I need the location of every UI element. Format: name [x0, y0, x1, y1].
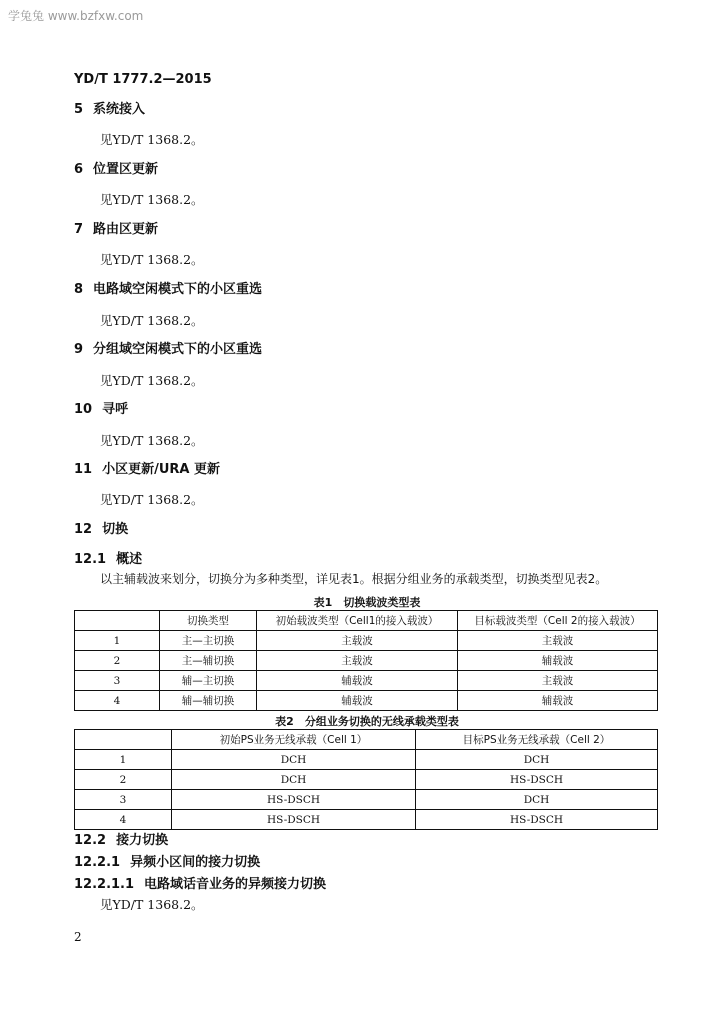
table1: [74, 610, 658, 711]
table1-title: 表1 切换载波类型表: [313, 596, 421, 609]
section-title: 电路域话音业务的异频接力切换: [144, 877, 327, 892]
table-cell: 4: [75, 810, 172, 830]
watermark: 学兔兔 www.bzfxw.com: [8, 9, 144, 23]
table-row: [75, 770, 658, 790]
table-cell: 辅载波: [458, 651, 658, 671]
table-cell: 主载波: [458, 631, 658, 651]
section-number: 8: [74, 282, 84, 297]
section-number: 11: [74, 462, 93, 477]
table-cell: 主—主切换: [160, 631, 257, 651]
table-cell: HS-DSCH: [172, 790, 416, 810]
table-cell: 2: [75, 651, 160, 671]
section-number: 12.2.1.1: [74, 877, 135, 892]
table-cell: 1: [75, 750, 172, 770]
table-header-cell: [75, 611, 160, 631]
section-title: 切换: [102, 522, 129, 537]
table-row: [75, 631, 658, 651]
table-cell: 4: [75, 691, 160, 711]
section-reference: 见YD/T 1368.2。: [100, 313, 204, 328]
table-cell: 辅载波: [257, 671, 458, 691]
overview-paragraph: 以主辅载波来划分，切换分为多种类型，详见表1。根据分组业务的承载类型，切换类型见表2。: [100, 572, 608, 586]
table-header-row: [75, 730, 658, 750]
section-number: 5: [74, 102, 84, 117]
table-row: [75, 651, 658, 671]
section-reference: 见YD/T 1368.2。: [100, 897, 204, 912]
section-heading: [74, 458, 220, 477]
section-title: 分组域空闲模式下的小区重选: [93, 342, 263, 357]
section-reference: 见YD/T 1368.2。: [100, 192, 204, 207]
section-heading: [74, 98, 145, 117]
subsection-heading: [74, 829, 168, 848]
table-row: [75, 691, 658, 711]
table-cell: 辅载波: [257, 691, 458, 711]
document-code: YD/T 1777.2—2015: [74, 72, 212, 87]
section-title: 接力切换: [116, 833, 169, 848]
section-number: 12.2.1: [74, 855, 121, 870]
table-header-cell: [75, 730, 172, 750]
table-header-cell: 切换类型: [160, 611, 257, 631]
table-cell: 1: [75, 631, 160, 651]
section-number: 10: [74, 402, 93, 417]
table-header-cell: 初始载波类型（Cell1的接入载波）: [257, 611, 458, 631]
section-title: 电路域空闲模式下的小区重选: [93, 282, 263, 297]
table-row: [75, 671, 658, 691]
table-header-cell: 目标载波类型（Cell 2的接入载波）: [458, 611, 658, 631]
table-cell: DCH: [172, 750, 416, 770]
section-number: 12.1: [74, 552, 107, 567]
section-title: 系统接入: [93, 102, 146, 117]
table-header-cell: 目标PS业务无线承载（Cell 2）: [416, 730, 658, 750]
section-heading: [74, 278, 262, 297]
table-cell: 3: [75, 790, 172, 810]
table-cell: 辅—主切换: [160, 671, 257, 691]
table-cell: 主载波: [257, 651, 458, 671]
section-heading: [74, 218, 158, 237]
subsection-heading: [74, 873, 326, 892]
section-title: 异频小区间的接力切换: [130, 855, 261, 870]
table2: [74, 729, 658, 830]
table-cell: HS-DSCH: [416, 810, 658, 830]
section-number: 12.2: [74, 833, 107, 848]
section-number: 9: [74, 342, 84, 357]
section-title: 位置区更新: [93, 162, 159, 177]
section-reference: 见YD/T 1368.2。: [100, 373, 204, 388]
section-number: 6: [74, 162, 84, 177]
table-cell: DCH: [416, 790, 658, 810]
table-cell: 主—辅切换: [160, 651, 257, 671]
section-reference: 见YD/T 1368.2。: [100, 492, 204, 507]
table-row: [75, 810, 658, 830]
section-title: 路由区更新: [93, 222, 159, 237]
section-reference: 见YD/T 1368.2。: [100, 132, 204, 147]
section-heading: [74, 398, 128, 417]
table-cell: 主载波: [257, 631, 458, 651]
section-number: 12: [74, 522, 93, 537]
section-heading: [74, 158, 158, 177]
section-title: 概述: [116, 552, 143, 567]
page-number: 2: [74, 930, 82, 944]
section-reference: 见YD/T 1368.2。: [100, 252, 204, 267]
section-title: 寻呼: [102, 402, 129, 417]
table-cell: 3: [75, 671, 160, 691]
table-cell: HS-DSCH: [416, 770, 658, 790]
subsection-heading: [74, 851, 260, 870]
table-cell: 辅载波: [458, 691, 658, 711]
section-heading: [74, 338, 262, 357]
table-header-row: [75, 611, 658, 631]
table2-title: 表2 分组业务切换的无线承载类型表: [275, 715, 459, 728]
table-row: [75, 750, 658, 770]
table-cell: 主载波: [458, 671, 658, 691]
table-cell: 辅—辅切换: [160, 691, 257, 711]
section-title: 小区更新/URA 更新: [102, 462, 220, 477]
subsection-heading: [74, 548, 142, 567]
table-cell: DCH: [172, 770, 416, 790]
table-header-cell: 初始PS业务无线承载（Cell 1）: [172, 730, 416, 750]
section-reference: 见YD/T 1368.2。: [100, 433, 204, 448]
section-number: 7: [74, 222, 84, 237]
table-cell: DCH: [416, 750, 658, 770]
table-cell: HS-DSCH: [172, 810, 416, 830]
table-row: [75, 790, 658, 810]
section-heading: [74, 518, 128, 537]
table-cell: 2: [75, 770, 172, 790]
